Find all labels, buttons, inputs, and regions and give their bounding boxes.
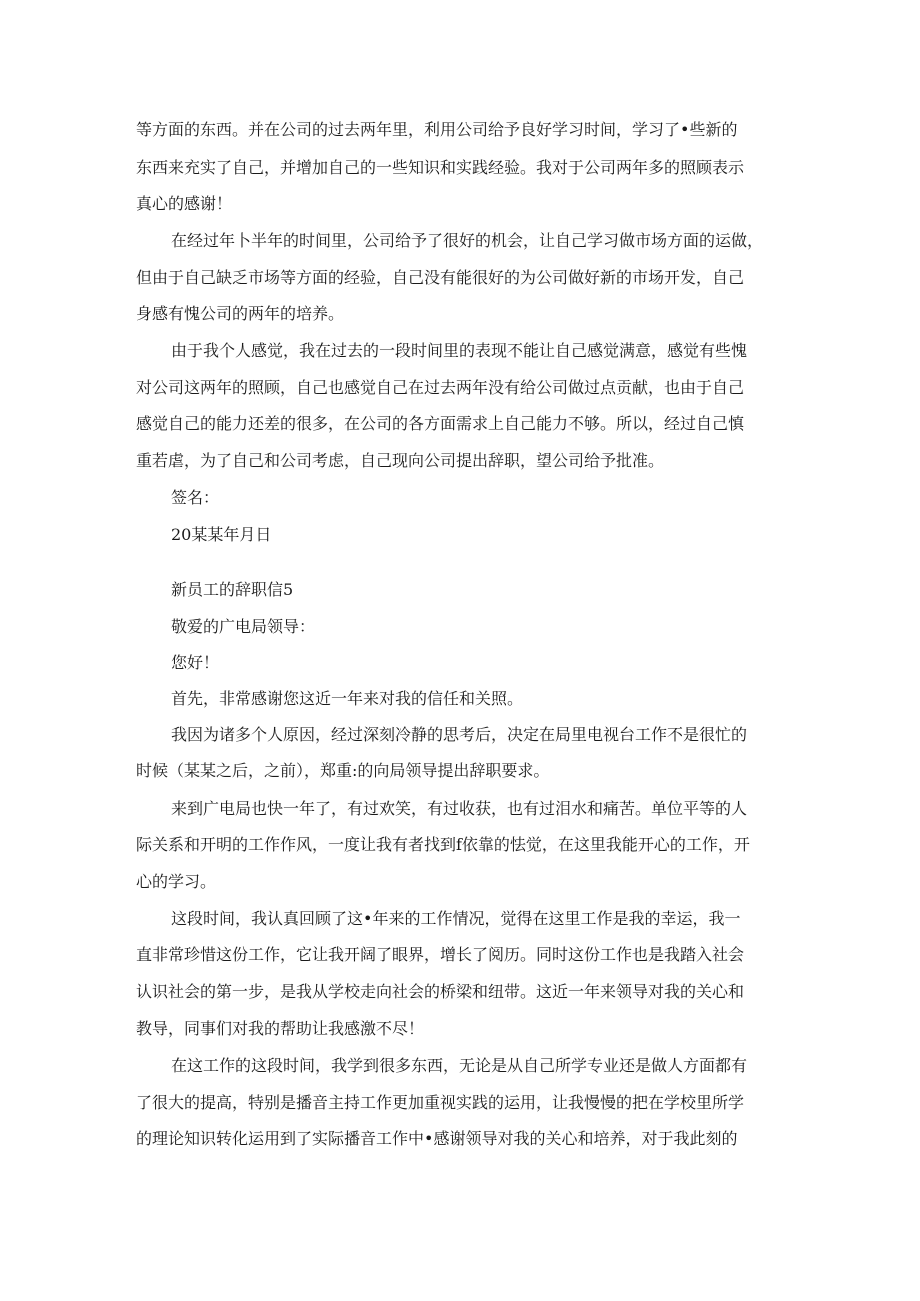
text-line: 际关系和开明的工作作风，一度让我有者找到f依靠的怯觉，在这里我能开心的工作，开: [136, 835, 750, 854]
text-line: 由于我个人感觉，我在过去的一段时间里的表现不能让自己感觉满意，感觉有些愧: [171, 341, 748, 360]
section-title: 新员工的辞职信5: [171, 580, 294, 599]
text-line: 这段时间，我认真回顾了这•年来的工作情况，觉得在这里工作是我的幸运，我一: [171, 909, 741, 928]
salutation: 敬爱的广电局领导：: [171, 617, 316, 636]
text-line: 在这工作的这段时间，我学到很多东西，无论是从自己所学专业还是做人方面都有: [171, 1056, 748, 1075]
text-line: 东西来充实了自己，并增加自己的一些知识和实践经验。我对于公司两年多的照顾表示: [136, 158, 745, 177]
text-line: 重若虐，为了自己和公司考虑，自己现向公司提出辞职，望公司给予批准。: [136, 451, 665, 470]
text-line: 在经过年卜半年的时间里，公司给予了很好的机会，让自己学习做市场方面的运做，: [171, 231, 764, 250]
text-line: 对公司这两年的照顾，自己也感觉自己在过去两年没有给公司做过点贡献，也由于自己: [136, 378, 745, 397]
text-line: 的理论知识转化运用到了实际播音工作中•感谢领导对我的关心和培养，对于我此刻的: [136, 1129, 738, 1148]
text-line: 首先，非常感谢您这近一年来对我的信任和关照。: [171, 689, 524, 708]
text-line: 我因为诸多个人原因，经过深刻冷静的思考后，决定在局里电视台工作不是很忙的: [171, 725, 748, 744]
text-line: 感觉自己的能力还差的很多，在公司的各方面需求上自己能力不够。所以，经过自己慎: [136, 414, 745, 433]
text-line: 时候（某某之后，之前），郑重:的向局领导提出辞职要求。: [136, 761, 550, 780]
text-line: 真心的感谢！: [136, 194, 233, 213]
text-line: 身感有愧公司的两年的培养。: [136, 304, 345, 323]
text-line: 教导，同事们对我的帮助让我感激不尽！: [136, 1019, 425, 1038]
text-line: 直非常珍惜这份工作，它让我开阔了眼界，增长了阅历。同时这份工作也是我踏入社会: [136, 945, 745, 964]
text-line: 心的学习。: [136, 872, 217, 891]
signature-label: 签名：: [171, 488, 220, 507]
text-line: 但由于自己缺乏市场等方面的经验，自己没有能很好的为公司做好新的市场开发，自己: [136, 268, 745, 287]
text-line: 了很大的提高，特别是播音主持工作更加重视实践的运用，让我慢慢的把在学校里所学: [136, 1093, 745, 1112]
greeting: 您好！: [171, 653, 220, 672]
date-line: 20某某年月日: [171, 525, 272, 544]
text-line: 认识社会的第一步，是我从学校走向社会的桥梁和纽带。这近一年来领导对我的关心和: [136, 982, 745, 1001]
text-line: 来到广电局也快一年了，有过欢笑，有过收获，也有过泪水和痛苦。单位平等的人: [171, 799, 748, 818]
text-line: 等方面的东西。并在公司的过去两年里，利用公司给予良好学习时间，学习了•些新的: [136, 120, 738, 139]
